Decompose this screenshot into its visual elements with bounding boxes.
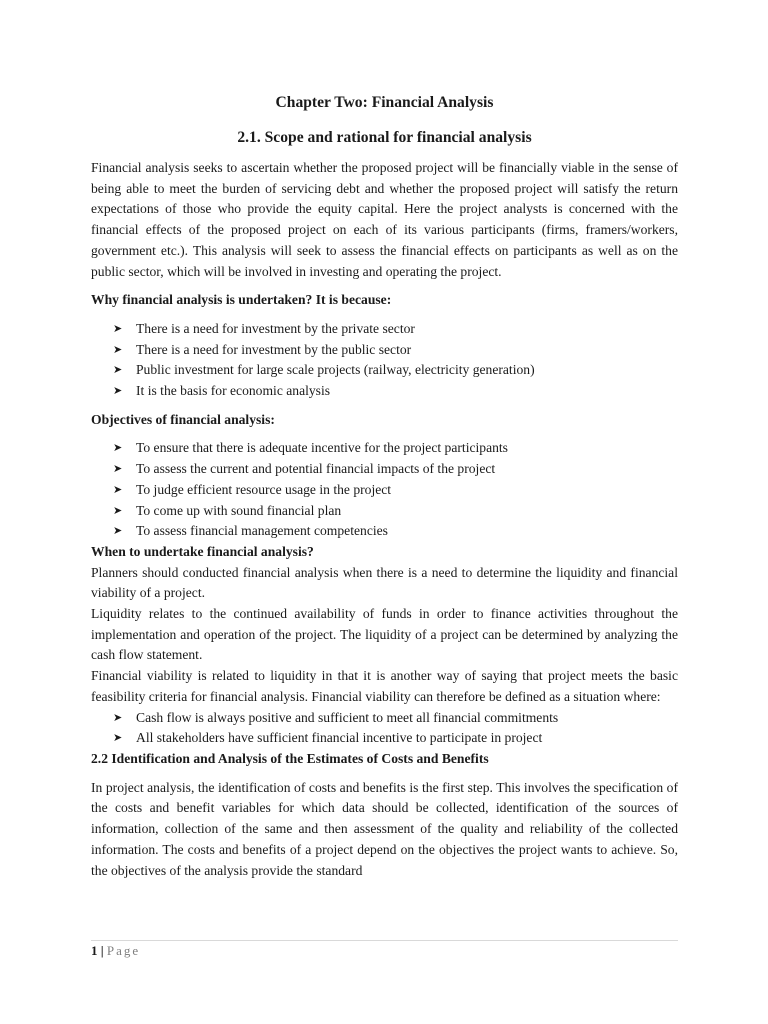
- arrow-bullet-icon: ➤: [113, 441, 123, 455]
- arrow-bullet-icon: ➤: [113, 503, 123, 517]
- arrow-bullet-icon: ➤: [113, 710, 123, 724]
- list-item: ➤ To come up with sound financial plan: [91, 501, 678, 522]
- arrow-bullet-icon: ➤: [113, 482, 123, 496]
- page-label: Page: [106, 943, 141, 958]
- section-2-2-heading: 2.2 Identification and Analysis of the Estimates of Costs and Benefits: [91, 750, 489, 766]
- page-content: [91, 93, 678, 881]
- arrow-bullet-icon: ➤: [113, 321, 123, 335]
- list-item: ➤ To assess financial management competencies: [91, 521, 678, 542]
- list-item: ➤ Cash flow is always positive and sufficient to meet all financial commitments: [91, 708, 678, 729]
- list-item: ➤ There is a need for investment by the private sector: [91, 319, 678, 340]
- chapter-title: Chapter Two: Financial Analysis: [275, 94, 494, 111]
- list-item: ➤ To ensure that there is adequate incentive for the project participants: [91, 438, 678, 459]
- viability-list: [91, 708, 678, 749]
- arrow-bullet-icon: ➤: [113, 363, 123, 377]
- when-paragraph-3: Financial viability is related to liquidity in that it is another way of saying that project meets the basic feasibility criteria for financial analysis. Financial viability can therefore be defined as a situation where:: [91, 668, 678, 704]
- arrow-bullet-icon: ➤: [113, 462, 123, 476]
- section-title: 2.1. Scope and rational for financial analysis: [237, 129, 532, 146]
- why-heading: Why financial analysis is undertaken? It is because:: [91, 292, 392, 308]
- when-heading: When to undertake financial analysis?: [91, 543, 314, 559]
- when-paragraph-2: Liquidity relates to the continued availability of funds in order to finance activities throughout the implementation and operation of the project. The liquidity of a project can be determined by analyzing the cash flow statement.: [91, 606, 678, 663]
- footer-separator: |: [100, 943, 104, 958]
- arrow-bullet-icon: ➤: [113, 524, 123, 538]
- list-item: ➤ To judge efficient resource usage in the project: [91, 480, 678, 501]
- objectives-heading: Objectives of financial analysis:: [91, 411, 275, 427]
- list-item: ➤ To assess the current and potential financial impacts of the project: [91, 459, 678, 480]
- arrow-bullet-icon: ➤: [113, 384, 123, 398]
- why-list: [91, 319, 678, 402]
- intro-paragraph: Financial analysis seeks to ascertain whether the proposed project will be financially viable in the sense of being able to meet the burden of servicing debt and whether the proposed project will satisfy the return expectations of those who provide the equity capital. Here the project analysts is concerned with the financial effects of the proposed project on each of its various participants (firms, framers/workers, government etc.). This analysis will seek to assess the financial effects on participants as well as on the public sector, which will be involved in investing and operating the project.: [91, 160, 678, 279]
- objectives-list: [91, 438, 678, 542]
- when-paragraph-1: Planners should conducted financial analysis when there is a need to determine the liquidity and financial viability of a project.: [91, 564, 678, 601]
- list-item: ➤ All stakeholders have sufficient financial incentive to participate in project: [91, 728, 678, 749]
- section-2-2-paragraph: In project analysis, the identification of costs and benefits is the first step. This involves the specification of the costs and benefit variables for which data should be collected, identification of the sources of information, collection of the same and then assessment of the quality and reliability of the collected information. The costs and benefits of a project depend on the objectives the project wants to achieve. So, the objectives of the analysis provide the standard: [91, 779, 678, 878]
- arrow-bullet-icon: ➤: [113, 731, 123, 745]
- list-item: ➤ Public investment for large scale projects (railway, electricity generation): [91, 360, 678, 381]
- list-item: ➤ It is the basis for economic analysis: [91, 381, 678, 402]
- list-item: ➤ There is a need for investment by the public sector: [91, 340, 678, 361]
- page-footer: [91, 940, 678, 959]
- arrow-bullet-icon: ➤: [113, 342, 123, 356]
- page-number: 1: [91, 943, 98, 958]
